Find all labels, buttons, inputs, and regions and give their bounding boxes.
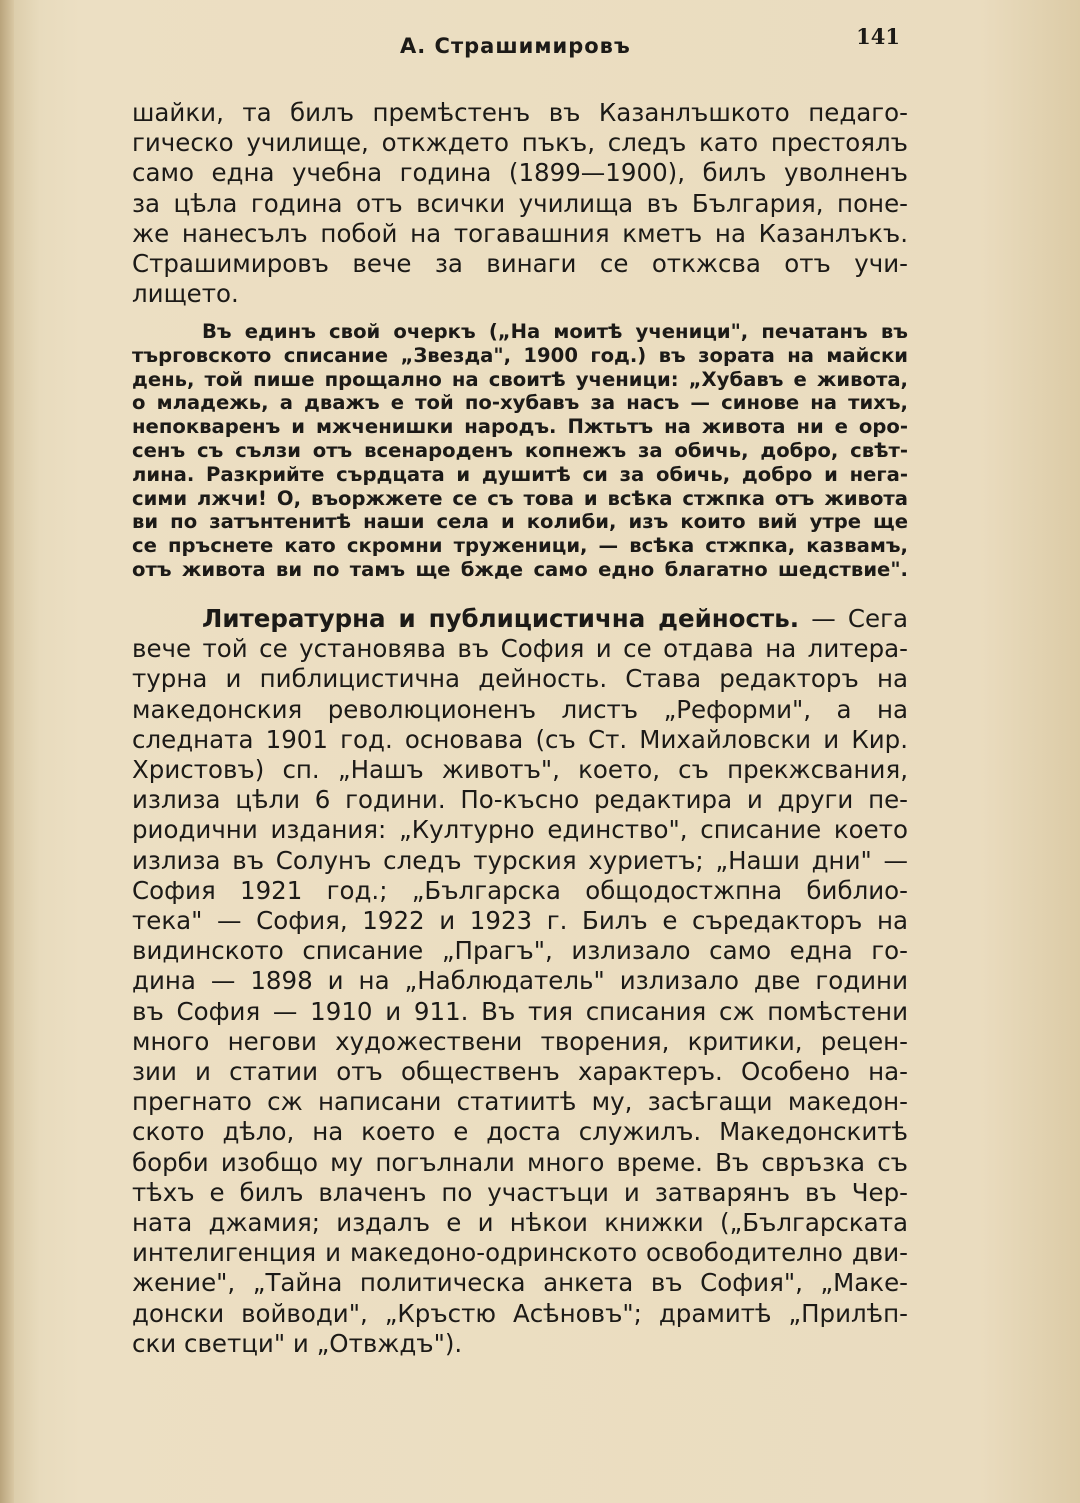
page-edge-shadow bbox=[0, 0, 14, 1503]
text-line: прегнато сж написани статиитѣ му, засѣгащи македон- bbox=[132, 1087, 908, 1117]
quote-line: непокваренъ и мжченишки народъ. Пжтьтъ на живота ни е оро- bbox=[132, 415, 908, 439]
quote-line: отъ живота ви по тамъ ще бжде само едно благатно шедствие". bbox=[132, 557, 908, 581]
quote-line: лина. Разкрийте сърдцата и душитѣ си за обичь, добро и нега- bbox=[132, 462, 908, 486]
quote-line: сенъ съ сълзи отъ всенароденъ копнежъ за обичь, добро, свѣт- bbox=[132, 438, 908, 462]
quote-line: ви по затънтенитѣ наши села и колиби, изъ които вий утре ще bbox=[132, 510, 908, 534]
text-line-heading bbox=[132, 604, 908, 634]
text-line: тѣхъ е билъ влаченъ по участъци и затварянъ въ Чер- bbox=[132, 1177, 908, 1207]
quote-line: се пръснете като скромни труженици, — всѣка стжпка, казвамъ, bbox=[132, 534, 908, 558]
text-line: борби изобщо му погълнали много време. Въ свръзка съ bbox=[132, 1147, 908, 1177]
text-line: дина — 1898 и на „Наблюдатель" излизало две години bbox=[132, 966, 908, 996]
text-line: зии и статии отъ общественъ характеръ. Особено на- bbox=[132, 1057, 908, 1087]
page-number: 141 bbox=[856, 24, 900, 49]
text-line: излиза цѣли 6 години. По-късно редактира и други пе- bbox=[132, 785, 908, 815]
text-line: Страшимировъ вече за винаги се откжсва отъ учи- bbox=[132, 249, 908, 279]
quote-line: о младежь, а дважъ е той по-хубавъ за насъ — синове на тихъ, bbox=[132, 391, 908, 415]
text-line: ското дѣло, на което е доста служилъ. Македонскитѣ bbox=[132, 1117, 908, 1147]
text-line: риодични издания: „Културно единство", списание което bbox=[132, 815, 908, 845]
text-line: донски войводи", „Кръстю Асѣновъ"; драмитѣ „Прилѣп- bbox=[132, 1298, 908, 1328]
text-line: тека" — София, 1922 и 1923 г. Билъ е съредакторъ на bbox=[132, 906, 908, 936]
text-line: вече той се установява въ София и се отдава на литера- bbox=[132, 634, 908, 664]
text-line: за цѣла година отъ всички училища въ България, поне- bbox=[132, 188, 908, 218]
text-line: же нанесълъ побой на тогавашния кметъ на Казанлъкъ. bbox=[132, 218, 908, 248]
text-line: гическо училище, откждето пъкъ, следъ като престоялъ bbox=[132, 128, 908, 158]
running-head: А. Страшимировъ bbox=[400, 34, 631, 58]
heading-continuation: — Сега bbox=[799, 604, 908, 633]
text-line: македонския революционенъ листъ „Реформи", а на bbox=[132, 694, 908, 724]
text-line: видинското списание „Прагъ", излизало само една го- bbox=[132, 936, 908, 966]
text-line: Христовъ) сп. „Нашъ животъ", което, съ прекжсвания, bbox=[132, 755, 908, 785]
text-line: въ София — 1910 и 911. Въ тия списания сж помѣстени bbox=[132, 996, 908, 1026]
text-line: шайки, та билъ премѣстенъ въ Казанлъшкото педаго- bbox=[132, 98, 908, 127]
text-line: следната 1901 год. основава (съ Ст. Михайловски и Кир. bbox=[132, 724, 908, 754]
quote-line: день, той пише прощално на своитѣ ученици: „Хубавъ е живота, bbox=[132, 367, 908, 391]
text-line: София 1921 год.; „Българска общодостжпна библио- bbox=[132, 875, 908, 905]
quote-line: Въ единъ свой очеркъ („На моитѣ ученици", печатанъ въ bbox=[202, 320, 908, 343]
text-line: ски светци" и „Отвждъ"). bbox=[132, 1328, 463, 1358]
section-heading: Литературна и публицистична дейность. bbox=[202, 604, 800, 633]
page-header bbox=[130, 24, 910, 70]
text-line: много негови художествени творения, критики, рецен- bbox=[132, 1026, 908, 1056]
quote-line: сими лжчи! О, въоржжете се съ това и всѣка стжпка отъ живота bbox=[132, 486, 908, 510]
text-line: лището. bbox=[132, 279, 239, 309]
text-line: жение", „Тайна политическа анкета въ София", „Маке- bbox=[132, 1268, 908, 1298]
paragraph-2 bbox=[132, 604, 908, 1359]
quotation-block bbox=[132, 320, 908, 582]
text-line: ната джамия; издалъ е и нѣкои книжки („Българската bbox=[132, 1208, 908, 1238]
text-line: турна и пиблицистична дейность. Става редакторъ на bbox=[132, 664, 908, 694]
quote-line: търговското списание „Звезда", 1900 год.) въ зората на майски bbox=[132, 343, 908, 367]
paragraph-1 bbox=[132, 98, 908, 309]
text-line: само една учебна година (1899—1900), билъ уволненъ bbox=[132, 158, 908, 188]
text-line: интелигенция и македоно-одринското освободително дви- bbox=[132, 1238, 908, 1268]
text-line: излиза въ Солунъ следъ турския хуриетъ; „Наши дни" — bbox=[132, 845, 908, 875]
